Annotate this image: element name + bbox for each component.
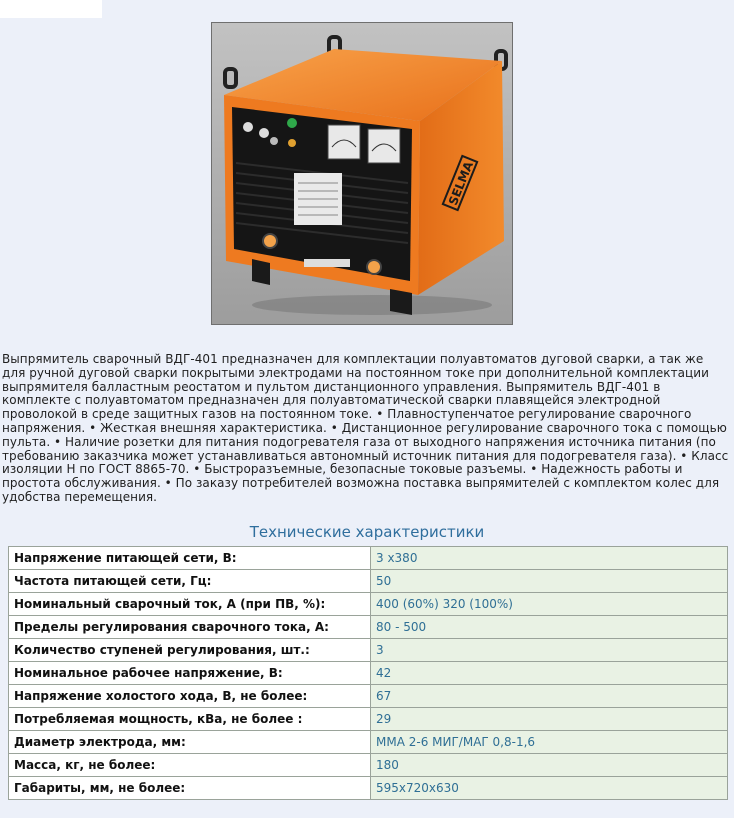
spec-value: 595х720х630 [371, 777, 728, 800]
spec-value: 180 [371, 754, 728, 777]
spec-value: 400 (60%) 320 (100%) [371, 593, 728, 616]
table-row [9, 685, 728, 708]
spec-value: 3 х380 [371, 547, 728, 570]
table-row [9, 547, 728, 570]
specs-table [8, 546, 728, 800]
table-row [9, 731, 728, 754]
spec-value: ММА 2-6 МИГ/МАГ 0,8-1,6 [371, 731, 728, 754]
product-description: Выпрямитель сварочный ВДГ-401 предназначен для комплектации полуавтоматов дуговой сварки, а так же для ручной дуговой сварки покрытыми электродами на постоянном токе при дополнительной комплектации выпрямителя балластным реостатом и пультом дистанционного управления. Выпрямитель ВДГ-401 в комплекте с полуавтоматом предназначен для полуавтоматической сварки плавящейся электродной проволокой в среде защитных газов на постоянном токе. • Плавноступенчатое регулирование сварочного напряжения. • Жесткая внешняя характеристика. • Дистанционное регулирование сварочного тока с помощью пульта. • Наличие розетки для питания подогревателя газа от выходного напряжения источника питания (по требованию заказчика может устанавливаться автономный источник питания для подогревателя газа). • Класс изоляции Н по ГОСТ 8865-70. • Быстроразъемные, безопасные токовые разъемы. • Надежность работы и простота обслуживания. • По заказу потребителей возможна поставка выпрямителей с комплектом колес для удобства перемещения. [2, 352, 729, 504]
spec-label: Количество ступеней регулирования, шт.: [9, 639, 371, 662]
welding-rectifier-photo-icon [212, 23, 512, 324]
spec-label: Напряжение питающей сети, В: [9, 547, 371, 570]
spec-label: Номинальное рабочее напряжение, В: [9, 662, 371, 685]
table-row [9, 754, 728, 777]
spec-label: Габариты, мм, не более: [9, 777, 371, 800]
spec-value: 29 [371, 708, 728, 731]
table-row [9, 777, 728, 800]
top-left-blank [0, 0, 102, 18]
table-row [9, 593, 728, 616]
spec-value: 42 [371, 662, 728, 685]
spec-label: Диаметр электрода, мм: [9, 731, 371, 754]
spec-value: 3 [371, 639, 728, 662]
spec-label: Пределы регулирования сварочного тока, А: [9, 616, 371, 639]
table-row [9, 662, 728, 685]
spec-value: 50 [371, 570, 728, 593]
product-photo [211, 22, 513, 325]
spec-label: Масса, кг, не более: [9, 754, 371, 777]
brand-label: SELMA [445, 159, 476, 208]
spec-label: Потребляемая мощность, кВа, не более : [9, 708, 371, 731]
table-row [9, 616, 728, 639]
spec-label: Напряжение холостого хода, В, не более: [9, 685, 371, 708]
spec-label: Частота питающей сети, Гц: [9, 570, 371, 593]
specs-title: Технические характеристики [249, 523, 485, 541]
spec-label: Номинальный сварочный ток, А (при ПВ, %): [9, 593, 371, 616]
table-row [9, 708, 728, 731]
table-row [9, 570, 728, 593]
spec-value: 67 [371, 685, 728, 708]
spec-value: 80 - 500 [371, 616, 728, 639]
table-row [9, 639, 728, 662]
